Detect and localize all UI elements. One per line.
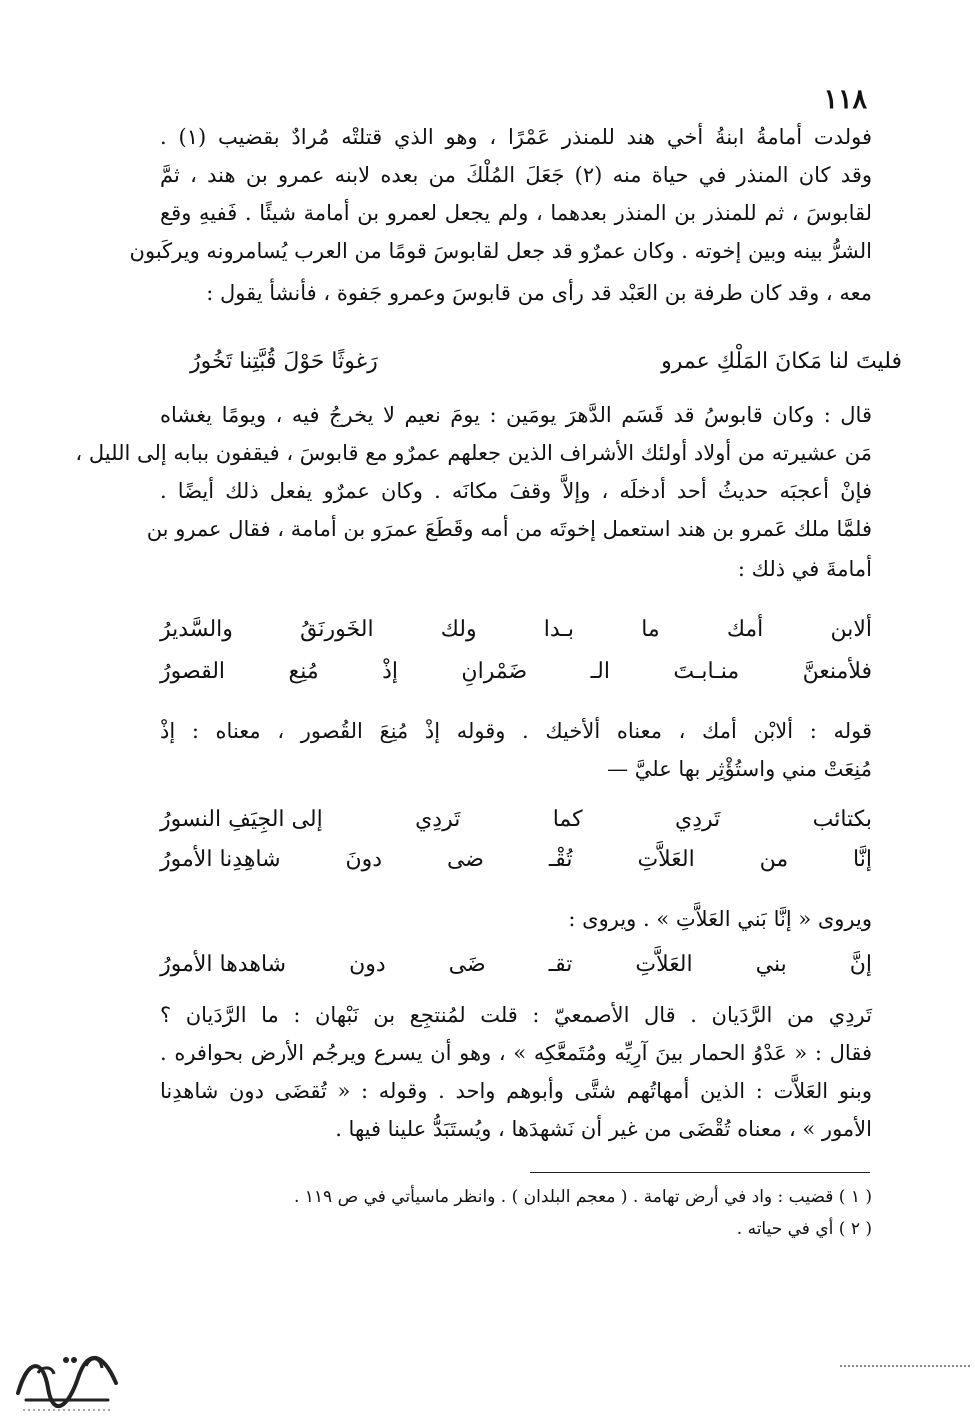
- verse-word: إذْ: [382, 659, 398, 684]
- text-line: مُنِعَتْ مني واستُؤْثِر بها عليَّ —: [607, 757, 872, 781]
- verse-word: منـابـتَ: [673, 659, 740, 684]
- text-line: معه ، وقد كان طرفة بن العَبْد قد رأى من قابوسَ وعمرو جَفوة ، فأنشأ يقول :: [206, 281, 872, 305]
- verse-word: إنَّ: [849, 952, 872, 977]
- text-line: تَردِي من الرَّدَيان . قال الأصمعيّ : قلت لمُنتجِع بن نَبْهان : ما الرَّدَيان ؟: [160, 1003, 872, 1027]
- verse-word: العَلاَّتِ: [635, 952, 693, 977]
- verse-word: شاهدها الأمورُ: [160, 952, 287, 977]
- verse-word: تَردِي: [675, 807, 721, 832]
- verse-word: بني: [755, 952, 787, 977]
- verse-2: [160, 610, 872, 696]
- verse-word: دونَ: [345, 847, 383, 872]
- verse-word: ولك: [440, 617, 477, 642]
- verse-3: [160, 800, 872, 886]
- text-line: أمامةَ في ذلك :: [737, 557, 872, 581]
- riwaya-note: [160, 900, 872, 940]
- text-line: ويروى « إنَّا بَني العَلاَّتِ » . ويروى :: [568, 907, 872, 931]
- verse-word: تقـ: [548, 952, 573, 977]
- verse-word: أمك: [726, 617, 764, 642]
- text-line: الأمور » ، معناه تُقْضَى من غير أن نَشهدَها ، ويُستَبَدُّ علينا فيها .: [335, 1117, 872, 1141]
- verse-word: فلأمنعنَّ: [802, 659, 872, 684]
- paragraph-4: [160, 996, 872, 1156]
- text-line: فقال : « عَدْوُ الحمار بينَ آرِيِّه ومُتَمعَّكِه » ، وهو أن يسرع ويرجُم الأرض بحوافره .: [160, 1041, 872, 1065]
- verse-word: والسَّديرُ: [160, 617, 233, 642]
- paragraph-2: [75, 396, 872, 596]
- text-line: الشرُّ بينه وبين إخوته . وكان عمرٌو قد جعل لقابوسَ قومًا من العرب يُسامرونه ويركَبون: [129, 239, 872, 263]
- decorative-dotted-line: [840, 1365, 970, 1373]
- text-line: فلمَّا ملك عَمرو بن هند استعمل إخوتَه من أمه وقَطَعَ عمرَو بن أمامة ، فقال عمرو بن: [146, 517, 872, 541]
- verse-word: تُقْـ: [548, 847, 573, 872]
- verse-word: دون: [349, 952, 386, 977]
- verse-word: مُنِع: [288, 659, 319, 684]
- verse-word: الخَورنَقُ: [300, 617, 374, 642]
- text-line: لقابوسَ ، ثم للمنذر بن المنذر بعدهما ، ولم يجعل لعمرو بن أمامة شيئًا . فَفيهِ وقع: [160, 201, 872, 225]
- verse-word: الـ: [590, 659, 610, 684]
- text-line: فإنْ أعجبَه حديثُ أحد أدخلَه ، وإلاَّ وقفَ مكانَه . وكان عمرٌو يفعل ذلك أيضًا .: [160, 479, 872, 503]
- verse-word: ألابن: [830, 617, 872, 642]
- verse-word: ضَى: [448, 952, 486, 977]
- verse-word: ما: [641, 617, 660, 642]
- verse-word: بـدا: [543, 617, 575, 642]
- paragraph-1: [129, 118, 873, 318]
- verse-word: تَردِي: [415, 807, 461, 832]
- verse-word: بكتائب: [812, 807, 872, 832]
- verse-word: شاهِدِنا الأمورُ: [160, 847, 281, 872]
- calligraphy-stamp-icon: [8, 1338, 128, 1418]
- verse-4: [160, 945, 872, 985]
- text-line: قال : وكان قابوسُ قد قَسَم الدَّهرَ يومَين : يومَ نعيم لا يخرجُ فيه ، ويومًا يغشاه: [160, 403, 872, 427]
- hemistich: فليتَ لنا مَكانَ المَلْكِ عمرو: [661, 349, 902, 374]
- footnote-separator: [530, 1172, 870, 1173]
- verse-word: كما: [552, 807, 583, 832]
- verse-word: إلى الجِيَفِ النسورُ: [160, 807, 323, 832]
- verse-word: العَلاَّتِ: [637, 847, 695, 872]
- page-number: ١١٨: [823, 84, 867, 115]
- verse-word: القصورُ: [160, 659, 226, 684]
- text-line: فولدت أمامةُ ابنةُ أخي هند للمنذر عَمْرًا ، وهو الذي قتلتْه مُرادٌ بقضيب (١) .: [160, 125, 872, 149]
- text-line: مَن عشيرته من أولاد أولئك الأشراف الذين جعلهم عمرٌو مع قابوسَ ، فيقفون ببابه إلى الليل ،: [75, 441, 872, 465]
- text-line: وقد كان المنذر في حياة منه (٢) جَعَلَ المُلْكَ من بعده لابنه عمرو بن هند ، ثمَّ: [160, 163, 873, 187]
- footnote-2: ( ٢ ) أي في حياته .: [736, 1219, 872, 1239]
- text-line: وبنو العَلاَّت : الذين أمهاتُهم شتَّى وأبوهم واحد . وقوله : « تُقضَى دون شاهدِنا: [160, 1079, 872, 1103]
- text-line: قوله : ألابْن أمك ، معناه ألأخيك . وقوله إذْ مُنِعَ القُصور ، معناه : إذْ: [160, 719, 872, 743]
- paragraph-3: [160, 712, 872, 792]
- footnote-1: ( ١ ) قضيب : واد في أرض تهامة . ( معجم البلدان ) . وانظر ماسيأتي في ص ١١٩ .: [293, 1187, 872, 1207]
- verse-word: ضَمْرانِ: [461, 659, 528, 684]
- verse-1: [190, 342, 902, 382]
- verse-word: إنَّا: [853, 847, 872, 872]
- verse-word: من: [759, 847, 789, 872]
- verse-word: ضى: [446, 847, 484, 872]
- hemistich: رَغوثًا حَوْلَ قُبَّتِنا تَخُورُ: [190, 349, 378, 374]
